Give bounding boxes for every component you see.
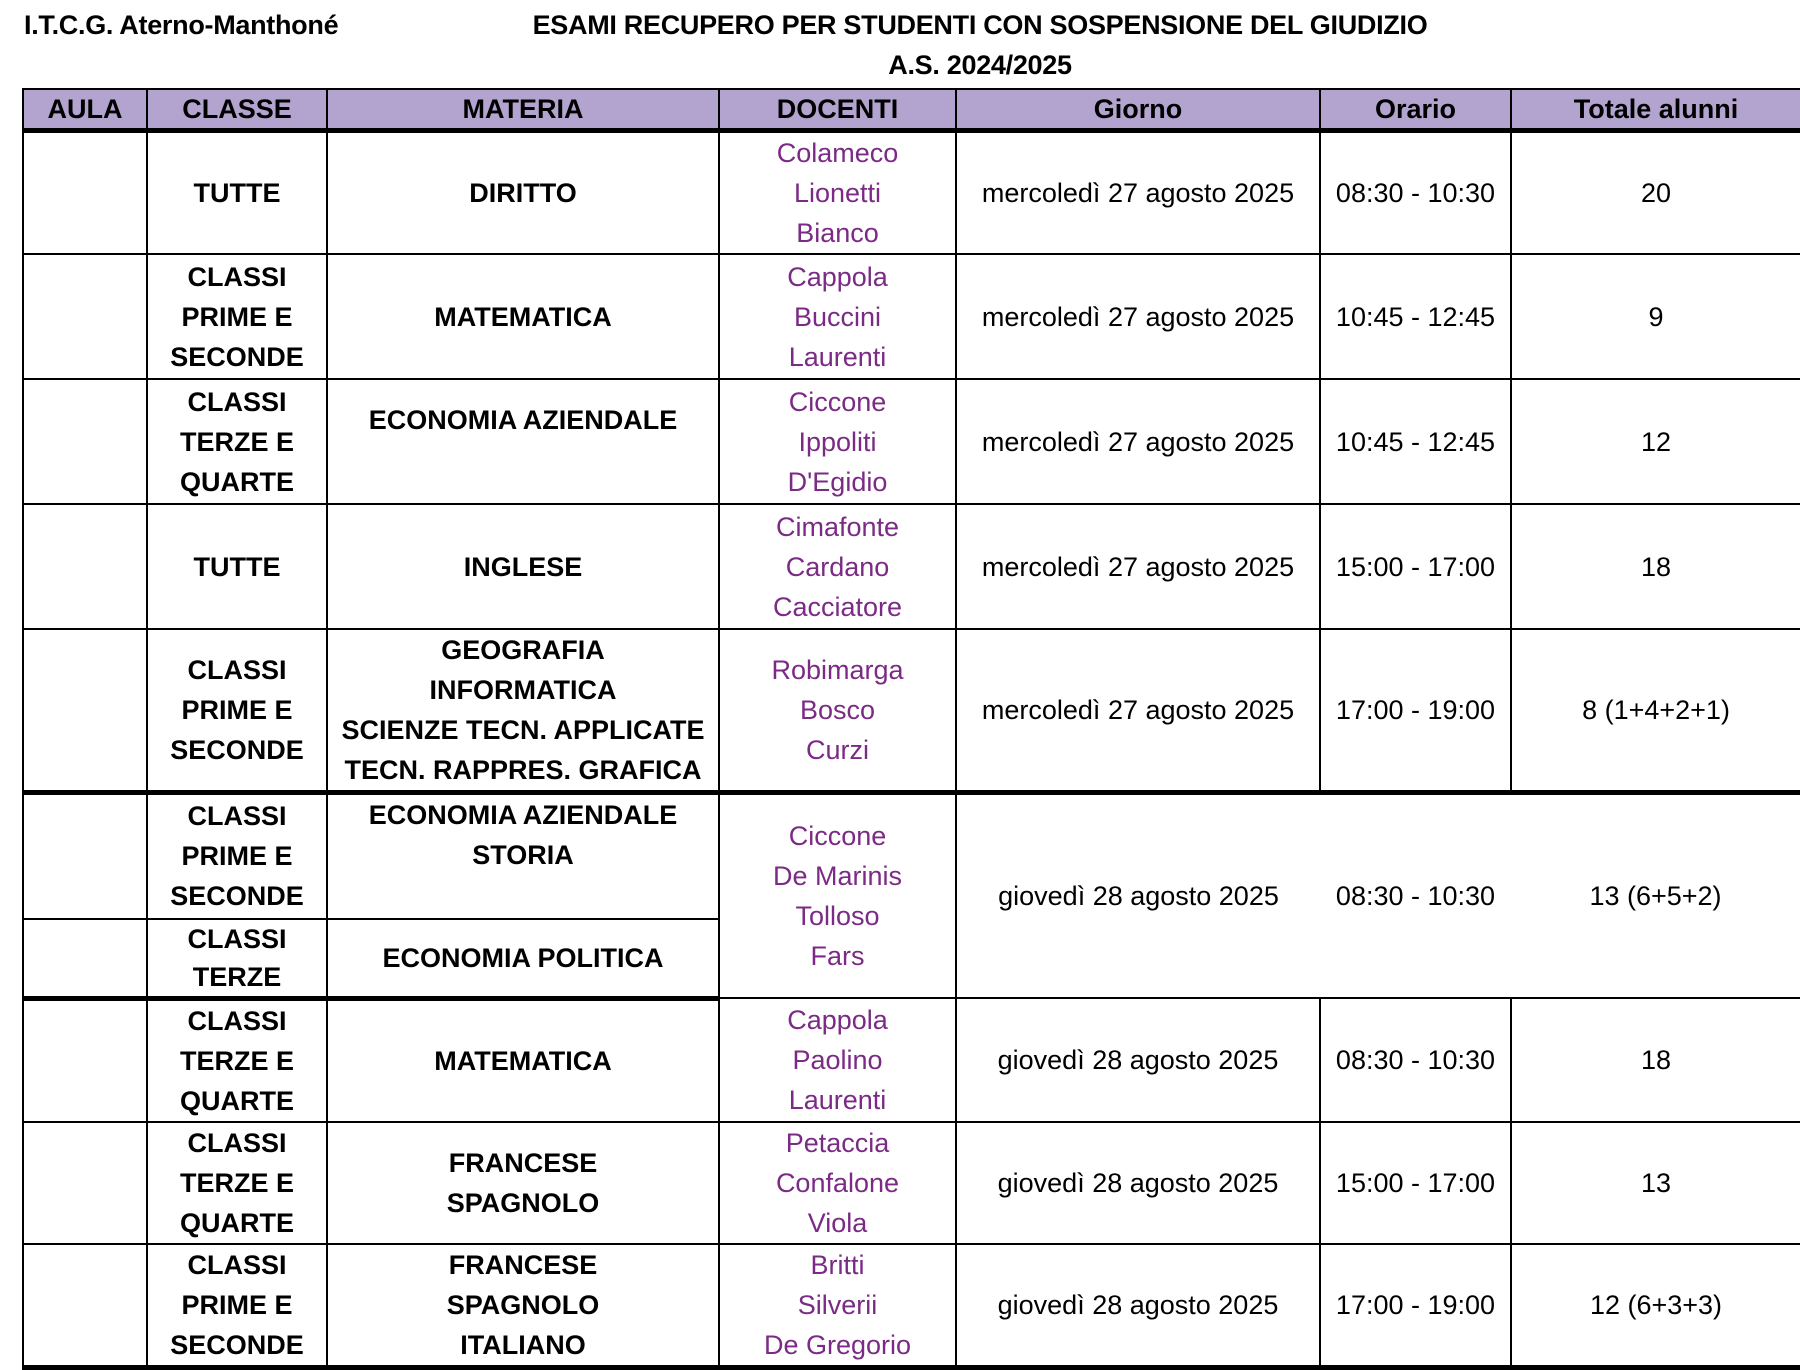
school-name: I.T.C.G. Aterno-Manthoné bbox=[24, 10, 339, 40]
docenti-cell bbox=[719, 379, 956, 504]
materia-line: ECONOMIA AZIENDALE bbox=[368, 405, 678, 435]
teacher-name: Cappola bbox=[787, 1004, 888, 1035]
materia-line: ECONOMIA AZIENDALE bbox=[368, 800, 678, 830]
teacher-name: Bosco bbox=[799, 695, 876, 725]
teacher-name: Lionetti bbox=[793, 178, 882, 208]
materia-cell bbox=[327, 131, 719, 255]
giorno-cell: mercoledì 27 agosto 2025 bbox=[956, 254, 1320, 379]
teacher-name: Bianco bbox=[796, 218, 879, 248]
totale-cell: 13 bbox=[1511, 1122, 1800, 1244]
totale-cell: 9 bbox=[1511, 254, 1800, 379]
docenti-cell bbox=[719, 504, 956, 629]
classe-cell bbox=[147, 998, 327, 1122]
classe-cell bbox=[147, 379, 327, 504]
aula-cell bbox=[23, 1122, 147, 1244]
classe-cell bbox=[147, 254, 327, 379]
teacher-name: Cacciatore bbox=[772, 591, 903, 622]
giorno-cell: mercoledì 27 agosto 2025 bbox=[956, 629, 1320, 793]
orario-cell: 15:00 - 17:00 bbox=[1320, 1122, 1511, 1244]
teacher-name: Cimafonte bbox=[775, 511, 900, 542]
table-row bbox=[23, 629, 1800, 793]
docenti-cell bbox=[719, 793, 956, 999]
materia-line: FRANCESE bbox=[448, 1147, 598, 1178]
classe-line: CLASSI bbox=[187, 801, 287, 832]
column-header-totale: Totale alunni bbox=[1511, 89, 1800, 131]
aula-cell bbox=[23, 379, 147, 504]
classe-cell bbox=[147, 1122, 327, 1244]
teacher-name: Laurenti bbox=[788, 341, 887, 372]
teacher-name: Silverii bbox=[797, 1289, 878, 1320]
materia-cell bbox=[327, 504, 719, 629]
orario-cell: 10:45 - 12:45 bbox=[1320, 379, 1511, 504]
teacher-name: Confalone bbox=[775, 1167, 900, 1198]
table-row bbox=[23, 793, 1800, 919]
materia-line: SPAGNOLO bbox=[446, 1289, 600, 1320]
docenti-cell bbox=[719, 1122, 956, 1244]
materia-line: SCIENZE TECN. APPLICATE bbox=[341, 715, 705, 745]
giorno-cell: mercoledì 27 agosto 2025 bbox=[956, 379, 1320, 504]
materia-cell bbox=[327, 919, 719, 999]
materia-line: ITALIANO bbox=[460, 1329, 586, 1360]
classe-line: CLASSI bbox=[187, 1127, 287, 1158]
teacher-name: Tolloso bbox=[795, 901, 880, 931]
teacher-name: Buccini bbox=[793, 301, 882, 332]
teacher-name: Paolino bbox=[792, 1044, 883, 1075]
orario-cell: 15:00 - 17:00 bbox=[1320, 504, 1511, 629]
column-header-aula: AULA bbox=[23, 89, 147, 131]
giorno-cell: giovedì 28 agosto 2025 bbox=[956, 1244, 1320, 1368]
classe-line: PRIME E bbox=[181, 1289, 293, 1320]
classe-line: CLASSI bbox=[187, 1249, 287, 1280]
orario-cell: 10:45 - 12:45 bbox=[1320, 254, 1511, 379]
teacher-name: De Marinis bbox=[772, 861, 903, 891]
table-row bbox=[23, 131, 1800, 255]
exam-schedule-table bbox=[22, 88, 1800, 1370]
docenti-cell bbox=[719, 998, 956, 1122]
school-year: A.S. 2024/2025 bbox=[888, 50, 1072, 80]
classe-line: QUARTE bbox=[180, 1085, 294, 1116]
giorno-cell: giovedì 28 agosto 2025 bbox=[956, 998, 1320, 1122]
classe-line: CLASSI bbox=[187, 261, 287, 292]
classe-line: TERZE bbox=[192, 961, 282, 992]
totale-cell: 12 bbox=[1511, 379, 1800, 504]
totale-cell: 8 (1+4+2+1) bbox=[1511, 629, 1800, 793]
teacher-name: Curzi bbox=[805, 735, 869, 765]
table-row bbox=[23, 379, 1800, 504]
classe-line: TERZE E bbox=[179, 1167, 294, 1198]
classe-cell bbox=[147, 131, 327, 255]
materia-cell bbox=[327, 998, 719, 1122]
column-header-giorno: Giorno bbox=[956, 89, 1320, 131]
teacher-name: Ippoliti bbox=[798, 426, 877, 457]
teacher-name: Robimarga bbox=[771, 655, 904, 685]
materia-line: FRANCESE bbox=[448, 1249, 598, 1280]
totale-cell: 12 (6+3+3) bbox=[1511, 1244, 1800, 1368]
aula-cell bbox=[23, 998, 147, 1122]
aula-cell bbox=[23, 131, 147, 255]
column-header-materia: MATERIA bbox=[327, 89, 719, 131]
column-header-docenti: DOCENTI bbox=[719, 89, 956, 131]
materia-cell bbox=[327, 1122, 719, 1244]
materia-line: MATEMATICA bbox=[434, 1045, 612, 1076]
totale-cell: 20 bbox=[1511, 131, 1800, 255]
teacher-name: Colameco bbox=[776, 138, 899, 168]
materia-line: STORIA bbox=[472, 840, 574, 870]
classe-line: QUARTE bbox=[180, 1207, 294, 1238]
teacher-name: Viola bbox=[807, 1207, 868, 1238]
giorno-cell: giovedì 28 agosto 2025 bbox=[956, 793, 1320, 999]
totale-cell: 13 (6+5+2) bbox=[1511, 793, 1800, 999]
teacher-name: D'Egidio bbox=[787, 466, 888, 497]
materia-cell bbox=[327, 379, 719, 504]
orario-cell: 17:00 - 19:00 bbox=[1320, 629, 1511, 793]
classe-cell bbox=[147, 629, 327, 793]
classe-line: PRIME E bbox=[181, 695, 293, 725]
aula-cell bbox=[23, 629, 147, 793]
classe-line: SECONDE bbox=[170, 341, 304, 372]
classe-line: PRIME E bbox=[181, 841, 293, 872]
materia-line: MATEMATICA bbox=[434, 301, 612, 332]
giorno-cell: mercoledì 27 agosto 2025 bbox=[956, 131, 1320, 255]
teacher-name: Petaccia bbox=[785, 1127, 890, 1158]
column-header-orario: Orario bbox=[1320, 89, 1511, 131]
teacher-name: Cardano bbox=[785, 551, 890, 582]
document-title: ESAMI RECUPERO PER STUDENTI CON SOSPENSIONE DEL GIUDIZIO bbox=[532, 10, 1428, 40]
teacher-name: Fars bbox=[810, 941, 865, 971]
materia-line: ECONOMIA POLITICA bbox=[382, 942, 664, 973]
classe-line: PRIME E bbox=[181, 301, 293, 332]
teacher-name: Ciccone bbox=[788, 386, 887, 417]
classe-line: CLASSI bbox=[187, 386, 287, 417]
table-row bbox=[23, 1122, 1800, 1244]
giorno-cell: mercoledì 27 agosto 2025 bbox=[956, 504, 1320, 629]
orario-cell: 08:30 - 10:30 bbox=[1320, 131, 1511, 255]
aula-cell bbox=[23, 254, 147, 379]
teacher-name: Cappola bbox=[787, 261, 888, 292]
materia-line: INGLESE bbox=[463, 551, 583, 582]
orario-cell: 17:00 - 19:00 bbox=[1320, 1244, 1511, 1368]
table-row bbox=[23, 504, 1800, 629]
docenti-cell bbox=[719, 629, 956, 793]
classe-line: CLASSI bbox=[187, 655, 287, 685]
table-row bbox=[23, 254, 1800, 379]
classe-line: TERZE E bbox=[179, 1045, 294, 1076]
classe-line: SECONDE bbox=[170, 1329, 304, 1360]
classe-line: QUARTE bbox=[180, 466, 294, 497]
giorno-cell: giovedì 28 agosto 2025 bbox=[956, 1122, 1320, 1244]
table-header-row bbox=[23, 89, 1800, 131]
materia-line: GEOGRAFIA bbox=[441, 635, 605, 665]
classe-cell bbox=[147, 504, 327, 629]
classe-cell bbox=[147, 793, 327, 919]
classe-line: SECONDE bbox=[170, 735, 304, 765]
classe-line: TERZE E bbox=[179, 426, 294, 457]
materia-line: INFORMATICA bbox=[429, 675, 617, 705]
docenti-cell bbox=[719, 131, 956, 255]
teacher-name: De Gregorio bbox=[763, 1329, 912, 1360]
aula-cell bbox=[23, 919, 147, 999]
classe-line: TUTTE bbox=[193, 551, 281, 582]
column-header-classe: CLASSE bbox=[147, 89, 327, 131]
materia-line: TECN. RAPPRES. GRAFICA bbox=[344, 755, 702, 785]
materia-line: SPAGNOLO bbox=[446, 1187, 600, 1218]
teacher-name: Britti bbox=[810, 1249, 865, 1280]
docenti-cell bbox=[719, 254, 956, 379]
materia-cell bbox=[327, 793, 719, 919]
materia-cell bbox=[327, 254, 719, 379]
classe-line: CLASSI bbox=[187, 1005, 287, 1036]
classe-line: TUTTE bbox=[193, 178, 281, 208]
totale-cell: 18 bbox=[1511, 504, 1800, 629]
orario-cell: 08:30 - 10:30 bbox=[1320, 793, 1511, 999]
teacher-name: Ciccone bbox=[788, 821, 887, 851]
totale-cell: 18 bbox=[1511, 998, 1800, 1122]
table-row bbox=[23, 998, 1800, 1122]
teacher-name: Laurenti bbox=[788, 1084, 887, 1115]
materia-line: DIRITTO bbox=[469, 178, 577, 208]
orario-cell: 08:30 - 10:30 bbox=[1320, 998, 1511, 1122]
aula-cell bbox=[23, 793, 147, 919]
classe-line: CLASSI bbox=[187, 923, 287, 954]
aula-cell bbox=[23, 504, 147, 629]
classe-line: SECONDE bbox=[170, 881, 304, 912]
materia-cell bbox=[327, 629, 719, 793]
classe-cell bbox=[147, 919, 327, 999]
